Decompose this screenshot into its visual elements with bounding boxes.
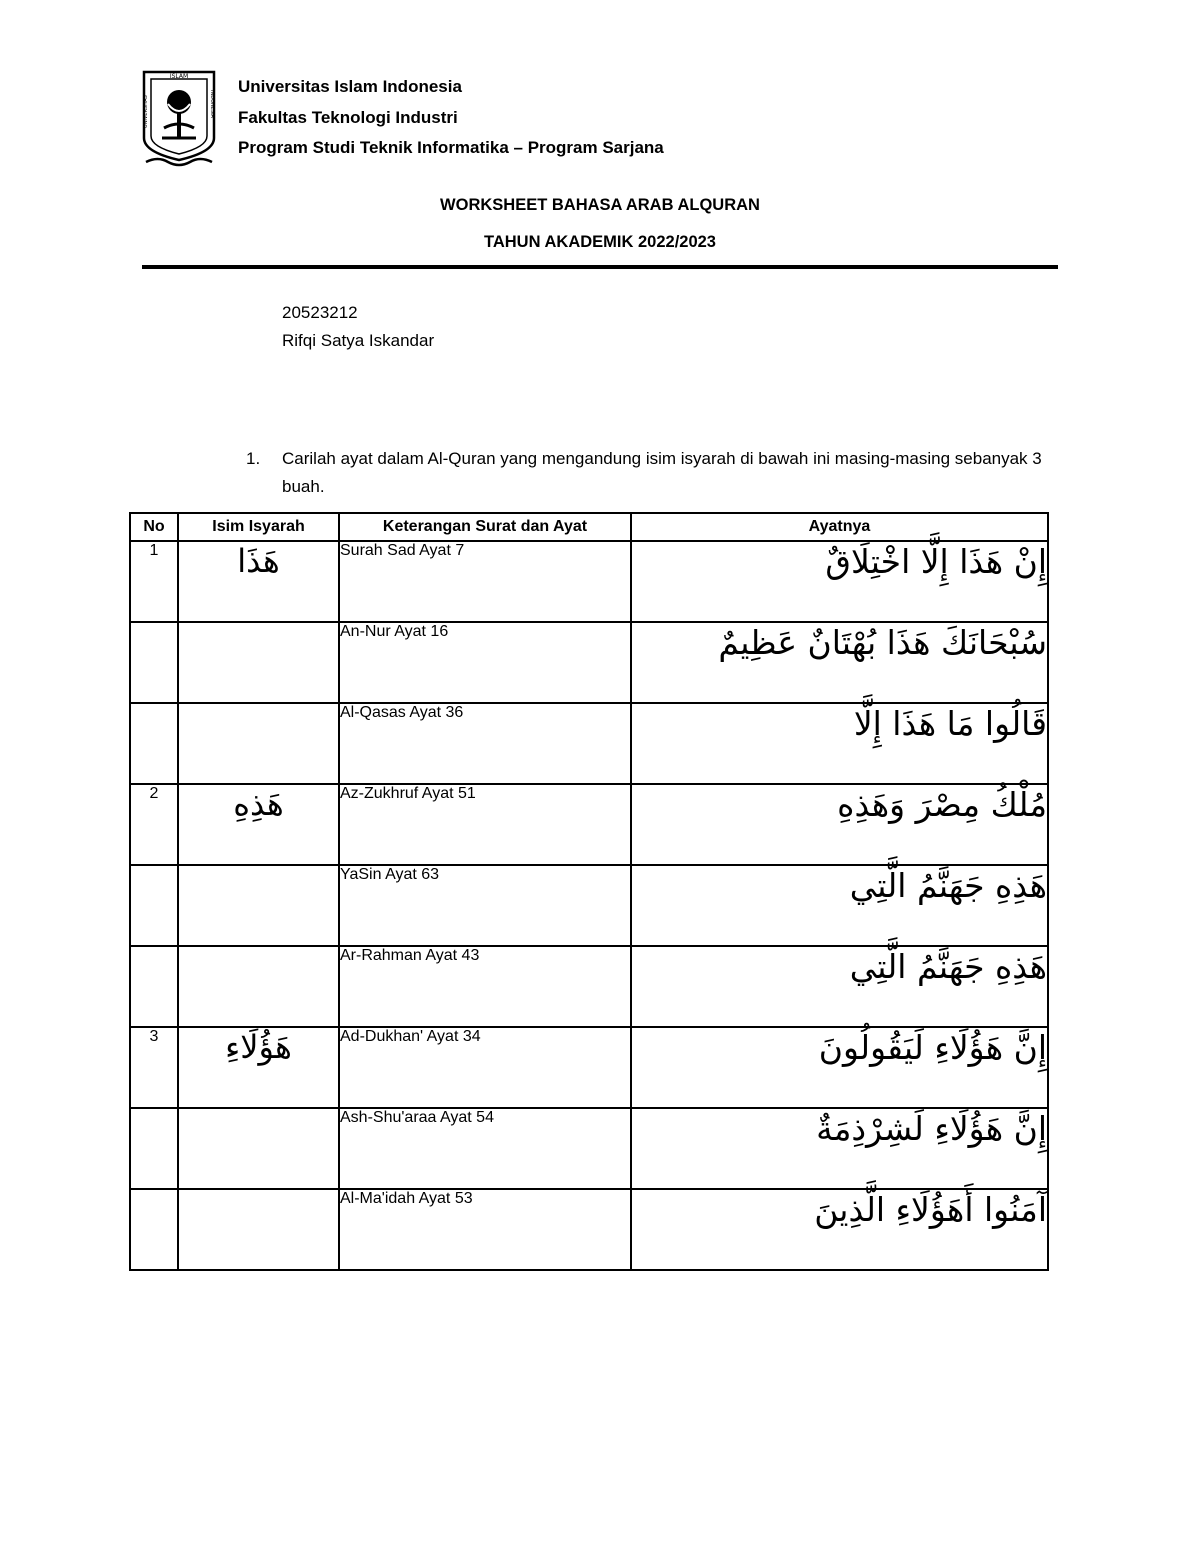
cell-isim — [178, 703, 339, 784]
header-no: No — [130, 513, 178, 541]
cell-isim: هَذَا — [178, 541, 339, 622]
cell-keterangan: Al-Ma'idah Ayat 53 — [339, 1189, 631, 1270]
cell-no — [130, 865, 178, 946]
cell-ayat: إِنْ هَذَا إِلَّا اخْتِلَاقٌ — [631, 541, 1048, 622]
cell-no — [130, 946, 178, 1027]
cell-no: 1 — [130, 541, 178, 622]
table-row — [130, 1189, 1048, 1270]
cell-keterangan: Surah Sad Ayat 7 — [339, 541, 631, 622]
cell-keterangan: An-Nur Ayat 16 — [339, 622, 631, 703]
student-id: 20523212 — [282, 303, 358, 322]
cell-ayat: مُلْكُ مِصْرَ وَهَذِهِ — [631, 784, 1048, 865]
table-row — [130, 865, 1048, 946]
cell-ayat: هَذِهِ جَهَنَّمُ الَّتِي — [631, 946, 1048, 1027]
cell-isim — [178, 1108, 339, 1189]
cell-isim: هَذِهِ — [178, 784, 339, 865]
cell-keterangan: YaSin Ayat 63 — [339, 865, 631, 946]
program-name: Program Studi Teknik Informatika – Program Sarjana — [238, 138, 664, 157]
cell-isim — [178, 865, 339, 946]
cell-isim — [178, 946, 339, 1027]
svg-text:UNIVERSITAS: UNIVERSITAS — [143, 95, 149, 128]
cell-ayat: آمَنُوا أَهَؤُلَاءِ الَّذِينَ — [631, 1189, 1048, 1270]
cell-no — [130, 703, 178, 784]
cell-no: 3 — [130, 1027, 178, 1108]
cell-keterangan: Az-Zukhruf Ayat 51 — [339, 784, 631, 865]
table-row — [130, 946, 1048, 1027]
cell-keterangan: Ash-Shu'araa Ayat 54 — [339, 1108, 631, 1189]
question-text: Carilah ayat dalam Al-Quran yang mengandung isim isyarah di bawah ini masing-masing sebanyak 3 buah. — [282, 449, 1042, 496]
table-row — [130, 541, 1048, 622]
cell-no — [130, 1108, 178, 1189]
cell-keterangan: Ar-Rahman Ayat 43 — [339, 946, 631, 1027]
table-header-row — [130, 513, 1048, 541]
cell-isim: هَؤُلَاءِ — [178, 1027, 339, 1108]
header-ayat: Ayatnya — [631, 513, 1048, 541]
university-name: Universitas Islam Indonesia — [238, 77, 462, 96]
header-divider — [142, 265, 1058, 269]
header-isim: Isim Isyarah — [178, 513, 339, 541]
student-info — [282, 299, 434, 355]
academic-year: TAHUN AKADEMIK 2022/2023 — [484, 233, 716, 251]
table-row — [130, 703, 1048, 784]
cell-no — [130, 622, 178, 703]
worksheet-title: WORKSHEET BAHASA ARAB ALQURAN — [440, 196, 760, 214]
table-row — [130, 1108, 1048, 1189]
cell-ayat: قَالُوا مَا هَذَا إِلَّا — [631, 703, 1048, 784]
student-name: Rifqi Satya Iskandar — [282, 331, 435, 350]
cell-ayat: هَذِهِ جَهَنَّمُ الَّتِي — [631, 865, 1048, 946]
cell-no: 2 — [130, 784, 178, 865]
header-keterangan: Keterangan Surat dan Ayat — [339, 513, 631, 541]
cell-no — [130, 1189, 178, 1270]
table-row — [130, 784, 1048, 865]
table-row — [130, 1027, 1048, 1108]
cell-keterangan: Ad-Dukhan' Ayat 34 — [339, 1027, 631, 1108]
cell-keterangan: Al-Qasas Ayat 36 — [339, 703, 631, 784]
svg-text:ISLAM: ISLAM — [169, 73, 189, 80]
cell-isim — [178, 622, 339, 703]
header-block — [238, 72, 664, 164]
university-logo — [138, 68, 220, 168]
cell-ayat: سُبْحَانَكَ هَذَا بُهْتَانٌ عَظِيمٌ — [631, 622, 1048, 703]
isim-isyarah-table — [129, 512, 1049, 1271]
cell-isim — [178, 1189, 339, 1270]
table-row — [130, 622, 1048, 703]
cell-ayat: إِنَّ هَؤُلَاءِ لَيَقُولُونَ — [631, 1027, 1048, 1108]
question-number: 1. — [246, 449, 261, 468]
faculty-name: Fakultas Teknologi Industri — [238, 107, 458, 127]
svg-text:INDONESIA: INDONESIA — [209, 90, 215, 118]
question-1 — [246, 445, 1066, 501]
cell-ayat: إِنَّ هَؤُلَاءِ لَشِرْذِمَةٌ — [631, 1108, 1048, 1189]
